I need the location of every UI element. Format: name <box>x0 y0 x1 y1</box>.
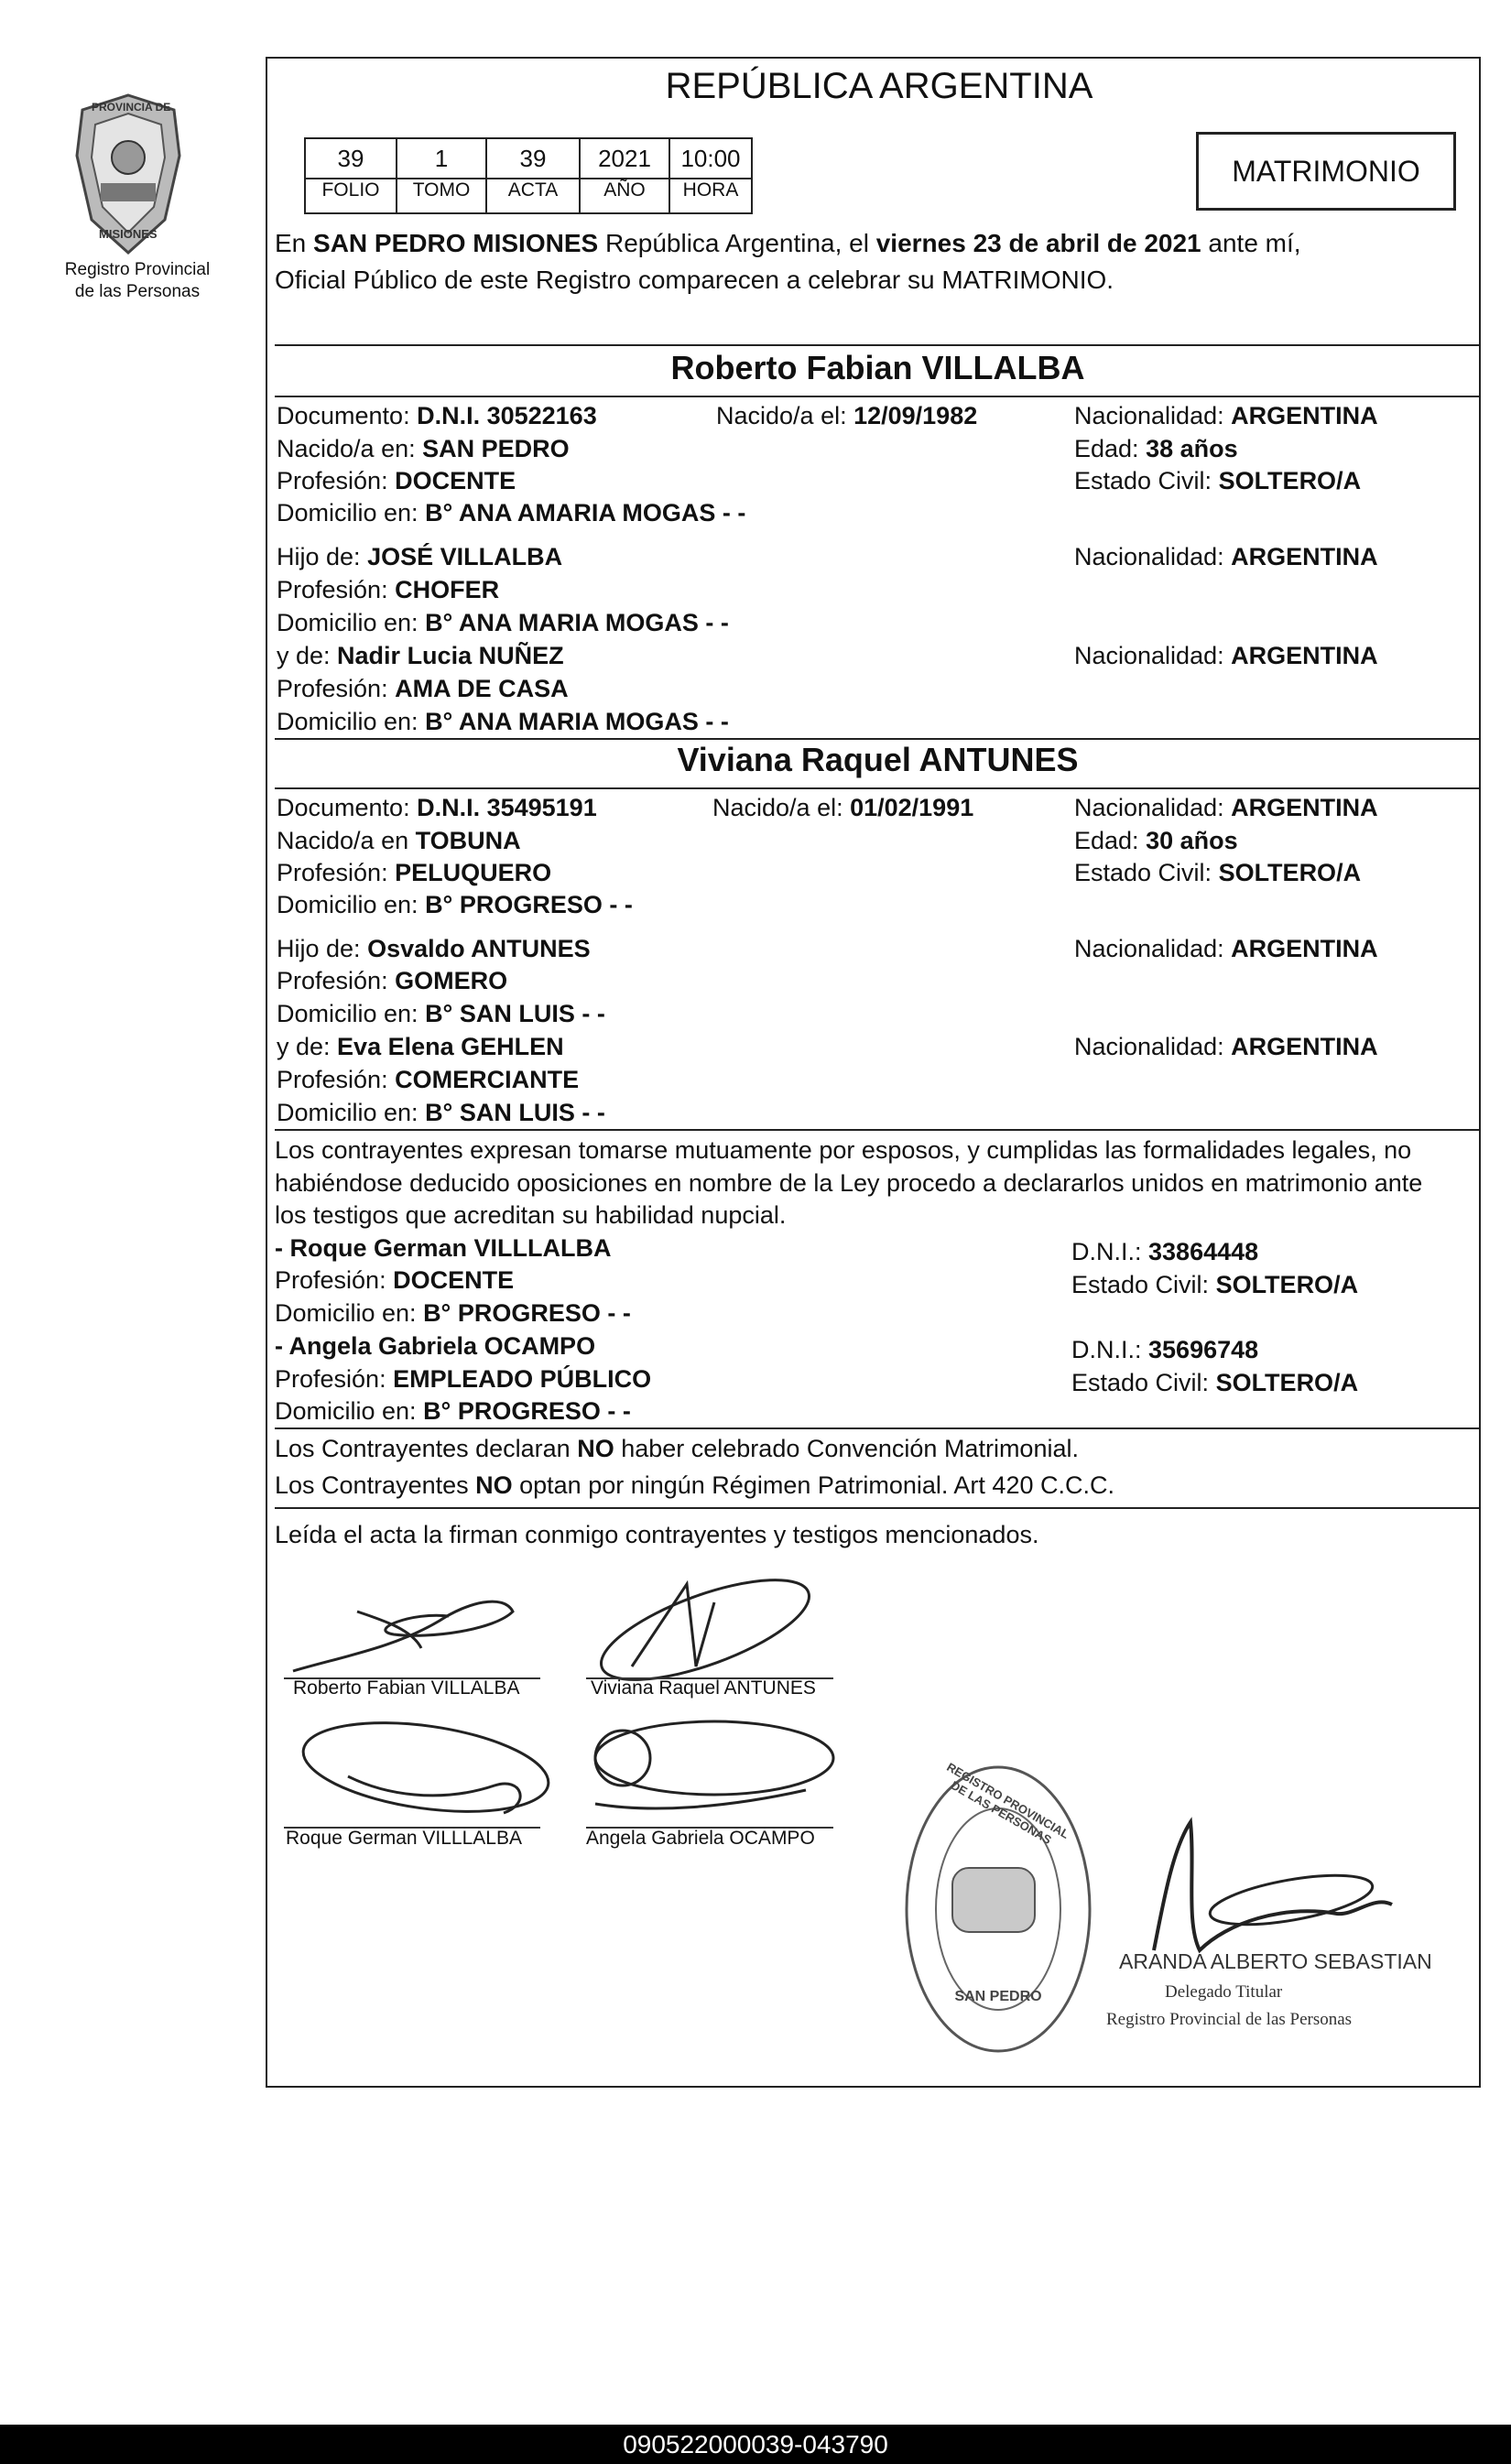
official-stamp <box>897 1758 1099 2060</box>
logo-caption-line1: Registro Provincial <box>64 260 211 279</box>
document-title: REPÚBLICA ARGENTINA <box>665 66 1093 106</box>
groom-mother-address: Domicilio en: B° ANA MARIA MOGAS - - <box>277 708 729 735</box>
groom-civil-status: Estado Civil: SOLTERO/A <box>1074 467 1362 494</box>
divider <box>275 1507 1481 1509</box>
signature-scribble-3 <box>293 1712 559 1831</box>
bride-birthdate: Nacido/a el: 01/02/1991 <box>712 794 974 821</box>
groom-name: Roberto Fabian VILLALBA <box>670 349 1085 386</box>
divider <box>275 396 1481 397</box>
groom-age: Edad: 38 años <box>1074 435 1238 462</box>
logo-caption-line2: de las Personas <box>74 282 201 301</box>
witness1-civil-status: Estado Civil: SOLTERO/A <box>1071 1271 1359 1298</box>
tomo-value: 1 <box>397 139 485 179</box>
witness1-profession: Profesión: DOCENTE <box>275 1266 515 1294</box>
bride-nationality: Nacionalidad: ARGENTINA <box>1074 794 1378 821</box>
stamp-ring-text: REGISTRO PROVINCIAL DE LAS PERSONAS <box>944 1760 1072 1848</box>
witness2-address: Domicilio en: B° PROGRESO - - <box>275 1397 631 1425</box>
groom-address: Domicilio en: B° ANA AMARIA MOGAS - - <box>277 499 746 526</box>
witness2-dni: D.N.I.: 35696748 <box>1071 1336 1259 1363</box>
hora-value: 10:00 <box>670 139 751 179</box>
acta-label: ACTA <box>507 179 559 201</box>
bride-father-profession: Profesión: GOMERO <box>277 967 508 994</box>
bride-civil-status: Estado Civil: SOLTERO/A <box>1074 859 1362 886</box>
closing-statement: Leída el acta la firman conmigo contrayentes y testigos mencionados. <box>275 1521 1039 1548</box>
groom-father: Hijo de: JOSÉ VILLALBA <box>277 543 563 570</box>
groom-profession: Profesión: DOCENTE <box>277 467 516 494</box>
acta-value: 39 <box>487 139 579 179</box>
officer-signature-scribble <box>1099 1813 1410 1969</box>
groom-father-profession: Profesión: CHOFER <box>277 576 500 603</box>
bride-address: Domicilio en: B° PROGRESO - - <box>277 891 633 918</box>
declaration-line1: Los contrayentes expresan tomarse mutuamente por esposos, y cumplidas las formalidades legales, no <box>275 1136 1412 1164</box>
groom-document: Documento: D.N.I. 30522163 <box>277 402 597 429</box>
signature-label-4: Angela Gabriela OCAMPO <box>586 1828 815 1849</box>
witness2-profession: Profesión: EMPLEADO PÚBLICO <box>275 1365 652 1393</box>
divider <box>275 1129 1481 1131</box>
divider <box>275 787 1481 789</box>
acta-box <box>485 137 581 214</box>
witness2-civil-status: Estado Civil: SOLTERO/A <box>1071 1369 1359 1396</box>
groom-nationality: Nacionalidad: ARGENTINA <box>1074 402 1378 429</box>
signature-scribble-4 <box>577 1703 842 1831</box>
groom-mother-profession: Profesión: AMA DE CASA <box>277 675 569 702</box>
bride-document: Documento: D.N.I. 35495191 <box>277 794 597 821</box>
intro-text-1: En <box>275 229 314 257</box>
bride-profession: Profesión: PELUQUERO <box>277 859 552 886</box>
signature-scribble-2 <box>577 1566 815 1685</box>
logo-seal-text-top: PROVINCIA DE <box>92 101 171 114</box>
intro-line2: Oficial Público de este Registro comparecen a celebrar su MATRIMONIO. <box>275 266 1114 294</box>
groom-father-nationality: Nacionalidad: ARGENTINA <box>1074 543 1378 570</box>
declaration-line2: habiéndose deducido oposiciones en nombre de la Ley procedo a declararlos unidos en matrimonio ante <box>275 1169 1423 1197</box>
officer-organization: Registro Provincial de las Personas <box>1106 2010 1353 2029</box>
anio-value: 2021 <box>581 139 669 179</box>
logo-seal-text-bottom: MISIONES <box>99 227 158 241</box>
convention-line1: Los Contrayentes declaran NO haber celebrado Convención Matrimonial. <box>275 1435 1079 1462</box>
stamp-center-text: SAN PEDRO <box>954 1989 1042 2004</box>
bride-mother-nationality: Nacionalidad: ARGENTINA <box>1074 1033 1378 1060</box>
groom-father-address: Domicilio en: B° ANA MARIA MOGAS - - <box>277 609 729 636</box>
witness2-name: - Angela Gabriela OCAMPO <box>275 1332 596 1360</box>
groom-mother: y de: Nadir Lucia NUÑEZ <box>277 642 564 669</box>
bride-mother: y de: Eva Elena GEHLEN <box>277 1033 564 1060</box>
tomo-label: TOMO <box>412 179 471 201</box>
officer-title: Delegado Titular <box>1165 1982 1283 2002</box>
signature-label-3: Roque German VILLLALBA <box>286 1828 522 1849</box>
convention-line2: Los Contrayentes NO optan por ningún Régimen Patrimonial. Art 420 C.C.C. <box>275 1471 1114 1499</box>
signature-label-2: Viviana Raquel ANTUNES <box>591 1677 816 1699</box>
intro-place: SAN PEDRO MISIONES <box>313 229 599 257</box>
bride-father-nationality: Nacionalidad: ARGENTINA <box>1074 935 1378 962</box>
signature-scribble-1 <box>284 1584 522 1685</box>
bride-father: Hijo de: Osvaldo ANTUNES <box>277 935 591 962</box>
bride-mother-profession: Profesión: COMERCIANTE <box>277 1066 580 1093</box>
hora-box <box>669 137 753 214</box>
witness1-dni: D.N.I.: 33864448 <box>1071 1238 1259 1265</box>
folio-box <box>304 137 397 214</box>
intro-text-2: República Argentina, el <box>598 229 876 257</box>
bride-age: Edad: 30 años <box>1074 827 1238 854</box>
groom-mother-nationality: Nacionalidad: ARGENTINA <box>1074 642 1378 669</box>
hora-label: HORA <box>682 179 739 201</box>
record-type-box: MATRIMONIO <box>1196 132 1456 211</box>
officer-name: ARANDA ALBERTO SEBASTIAN <box>1119 1949 1432 1973</box>
divider <box>275 738 1481 740</box>
folio-label: FOLIO <box>321 179 380 201</box>
divider <box>275 1427 1481 1429</box>
bride-name: Viviana Raquel ANTUNES <box>677 741 1079 778</box>
intro-line1 <box>275 229 1301 258</box>
anio-box <box>579 137 670 214</box>
signature-label-1: Roberto Fabian VILLALBA <box>293 1677 520 1699</box>
bride-birthplace: Nacido/a en TOBUNA <box>277 827 521 854</box>
tomo-box <box>396 137 487 214</box>
folio-value: 39 <box>306 139 396 179</box>
groom-birthdate: Nacido/a el: 12/09/1982 <box>716 402 978 429</box>
intro-date: viernes 23 de abril de 2021 <box>875 229 1201 257</box>
bride-mother-address: Domicilio en: B° SAN LUIS - - <box>277 1099 605 1126</box>
document-code-bar: 090522000039-043790 <box>0 2425 1511 2464</box>
divider <box>275 344 1481 346</box>
bride-father-address: Domicilio en: B° SAN LUIS - - <box>277 1000 605 1027</box>
anio-label: AÑO <box>603 179 646 201</box>
intro-text-3: ante mí, <box>1201 229 1301 257</box>
witness1-name: - Roque German VILLLALBA <box>275 1234 612 1262</box>
witness1-address: Domicilio en: B° PROGRESO - - <box>275 1299 631 1327</box>
groom-birthplace: Nacido/a en: SAN PEDRO <box>277 435 570 462</box>
declaration-line3: los testigos que acreditan su habilidad nupcial. <box>275 1201 787 1229</box>
